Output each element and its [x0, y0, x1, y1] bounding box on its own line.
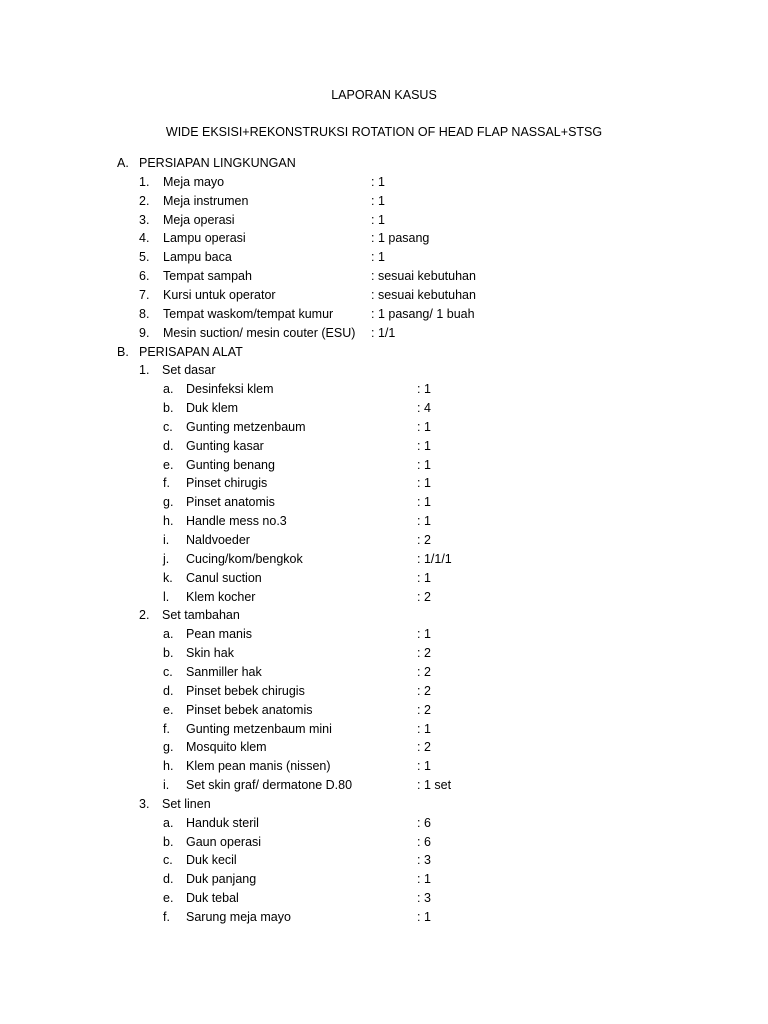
list-item-label: Pinset bebek chirugis — [186, 684, 305, 698]
list-item-value: : 2 — [417, 740, 431, 754]
section-heading-marker: A. — [117, 156, 129, 170]
list-item-label: Duk klem — [186, 401, 239, 415]
section-heading-label: PERSIAPAN LINGKUNGAN — [139, 156, 296, 170]
list-item-marker: e. — [163, 891, 174, 905]
list-item-value: : 1 set — [417, 778, 452, 792]
list-item-label: Handle mess no.3 — [186, 514, 287, 528]
list-item-marker: k. — [163, 571, 173, 585]
list-item-marker: g. — [163, 495, 174, 509]
list-item-marker: 3. — [139, 213, 150, 227]
subsection-heading-label: Set tambahan — [162, 608, 240, 622]
list-item-label: Cucing/kom/bengkok — [186, 552, 303, 566]
list-item-marker: d. — [163, 684, 174, 698]
list-item-marker: c. — [163, 665, 173, 679]
list-item-label: Desinfeksi klem — [186, 382, 274, 396]
list-item-label: Skin hak — [186, 646, 234, 660]
list-item-value: : 1 — [417, 910, 431, 924]
list-item-label: Gunting benang — [186, 458, 275, 472]
list-item-value: : 2 — [417, 665, 431, 679]
list-item-marker: i. — [163, 778, 170, 792]
list-item-label: Mesin suction/ mesin couter (ESU) — [163, 326, 356, 340]
list-item-label: Gunting metzenbaum — [186, 420, 306, 434]
list-item-marker: f. — [163, 910, 170, 924]
list-item-label: Duk panjang — [186, 872, 257, 886]
list-item-value: : 1 — [417, 476, 431, 490]
list-item-label: Handuk steril — [186, 816, 259, 830]
list-item-label: Klem pean manis (nissen) — [186, 759, 331, 773]
subsection-heading-marker: 1. — [139, 363, 150, 377]
list-item-value: : 1 — [371, 250, 385, 264]
list-item-value: : 4 — [417, 401, 431, 415]
list-item-value: : sesuai kebutuhan — [371, 288, 476, 302]
list-item-value: : 1 — [417, 382, 431, 396]
list-item-value: : 1 pasang — [371, 231, 430, 245]
list-item-marker: f. — [163, 722, 170, 736]
list-item-value: : 2 — [417, 533, 431, 547]
list-item-marker: 1. — [139, 175, 150, 189]
list-item-value: : 1 — [417, 627, 431, 641]
list-item-marker: c. — [163, 853, 173, 867]
list-item-value: : 6 — [417, 835, 431, 849]
list-item-marker: 6. — [139, 269, 150, 283]
list-item-label: Gunting metzenbaum mini — [186, 722, 332, 736]
list-item-label: Canul suction — [186, 571, 262, 585]
section-heading-label: PERISAPAN ALAT — [139, 345, 243, 359]
list-item-label: Pinset anatomis — [186, 495, 275, 509]
list-item-marker: e. — [163, 458, 174, 472]
list-item-marker: 4. — [139, 231, 150, 245]
list-item-value: : 6 — [417, 816, 431, 830]
list-item-value: : 1 — [417, 759, 431, 773]
list-item-label: Tempat waskom/tempat kumur — [163, 307, 334, 321]
list-item-label: Meja operasi — [163, 213, 235, 227]
list-item-marker: 9. — [139, 326, 150, 340]
list-item-label: Duk tebal — [186, 891, 239, 905]
list-item-marker: i. — [163, 533, 170, 547]
list-item-value: : 1 — [417, 420, 431, 434]
list-item-marker: b. — [163, 646, 174, 660]
subsection-heading-marker: 3. — [139, 797, 150, 811]
list-item-value: : 3 — [417, 853, 431, 867]
document-title: LAPORAN KASUS — [331, 88, 437, 102]
list-item-value: : 1 — [417, 722, 431, 736]
list-item-value: : 1 — [371, 175, 385, 189]
list-item-value: : 1 — [417, 872, 431, 886]
list-item-label: Kursi untuk operator — [163, 288, 276, 302]
list-item-value: : 1 — [417, 458, 431, 472]
list-item-value: : 2 — [417, 590, 431, 604]
list-item-value: : 1 — [417, 514, 431, 528]
list-item-label: Lampu operasi — [163, 231, 246, 245]
list-item-marker: a. — [163, 816, 174, 830]
list-item-marker: j. — [163, 552, 170, 566]
list-item-label: Duk kecil — [186, 853, 237, 867]
list-item-marker: l. — [163, 590, 170, 604]
list-item-label: Klem kocher — [186, 590, 256, 604]
list-item-label: Pinset bebek anatomis — [186, 703, 313, 717]
document-subtitle: WIDE EKSISI+REKONSTRUKSI ROTATION OF HEAD FLAP NASSAL+STSG — [165, 125, 603, 139]
list-item-label: Pinset chirugis — [186, 476, 268, 490]
list-item-marker: 5. — [139, 250, 150, 264]
list-item-value: : 2 — [417, 703, 431, 717]
list-item-label: Mosquito klem — [186, 740, 267, 754]
list-item-label: Set skin graf/ dermatone D.80 — [186, 778, 353, 792]
list-item-value: : 1 — [417, 571, 431, 585]
subsection-heading-label: Set dasar — [162, 363, 216, 377]
list-item-marker: h. — [163, 514, 174, 528]
list-item-marker: g. — [163, 740, 174, 754]
list-item-marker: b. — [163, 835, 174, 849]
list-item-value: : 1/1 — [371, 326, 396, 340]
list-item-label: Gaun operasi — [186, 835, 262, 849]
list-item-label: Pean manis — [186, 627, 253, 641]
list-item-label: Gunting kasar — [186, 439, 264, 453]
list-item-value: : 1/1/1 — [417, 552, 452, 566]
list-item-label: Meja mayo — [163, 175, 225, 189]
list-item-value: : sesuai kebutuhan — [371, 269, 476, 283]
list-item-label: Sarung meja mayo — [186, 910, 291, 924]
list-item-label: Meja instrumen — [163, 194, 249, 208]
list-item-marker: c. — [163, 420, 173, 434]
list-item-label: Lampu baca — [163, 250, 232, 264]
list-item-marker: a. — [163, 627, 174, 641]
list-item-value: : 1 — [371, 194, 385, 208]
subsection-heading-label: Set linen — [162, 797, 211, 811]
list-item-marker: h. — [163, 759, 174, 773]
section-heading-marker: B. — [117, 345, 129, 359]
list-item-marker: a. — [163, 382, 174, 396]
list-item-marker: 7. — [139, 288, 150, 302]
list-item-label: Tempat sampah — [163, 269, 252, 283]
list-item-value: : 1 — [371, 213, 385, 227]
list-item-label: Sanmiller hak — [186, 665, 262, 679]
list-item-marker: 2. — [139, 194, 150, 208]
list-item-value: : 3 — [417, 891, 431, 905]
list-item-marker: 8. — [139, 307, 150, 321]
list-item-value: : 1 — [417, 439, 431, 453]
list-item-value: : 1 pasang/ 1 buah — [371, 307, 475, 321]
list-item-label: Naldvoeder — [186, 533, 250, 547]
list-item-value: : 2 — [417, 684, 431, 698]
list-item-value: : 2 — [417, 646, 431, 660]
list-item-value: : 1 — [417, 495, 431, 509]
list-item-marker: b. — [163, 401, 174, 415]
list-item-marker: e. — [163, 703, 174, 717]
list-item-marker: f. — [163, 476, 170, 490]
list-item-marker: d. — [163, 872, 174, 886]
subsection-heading-marker: 2. — [139, 608, 150, 622]
list-item-marker: d. — [163, 439, 174, 453]
